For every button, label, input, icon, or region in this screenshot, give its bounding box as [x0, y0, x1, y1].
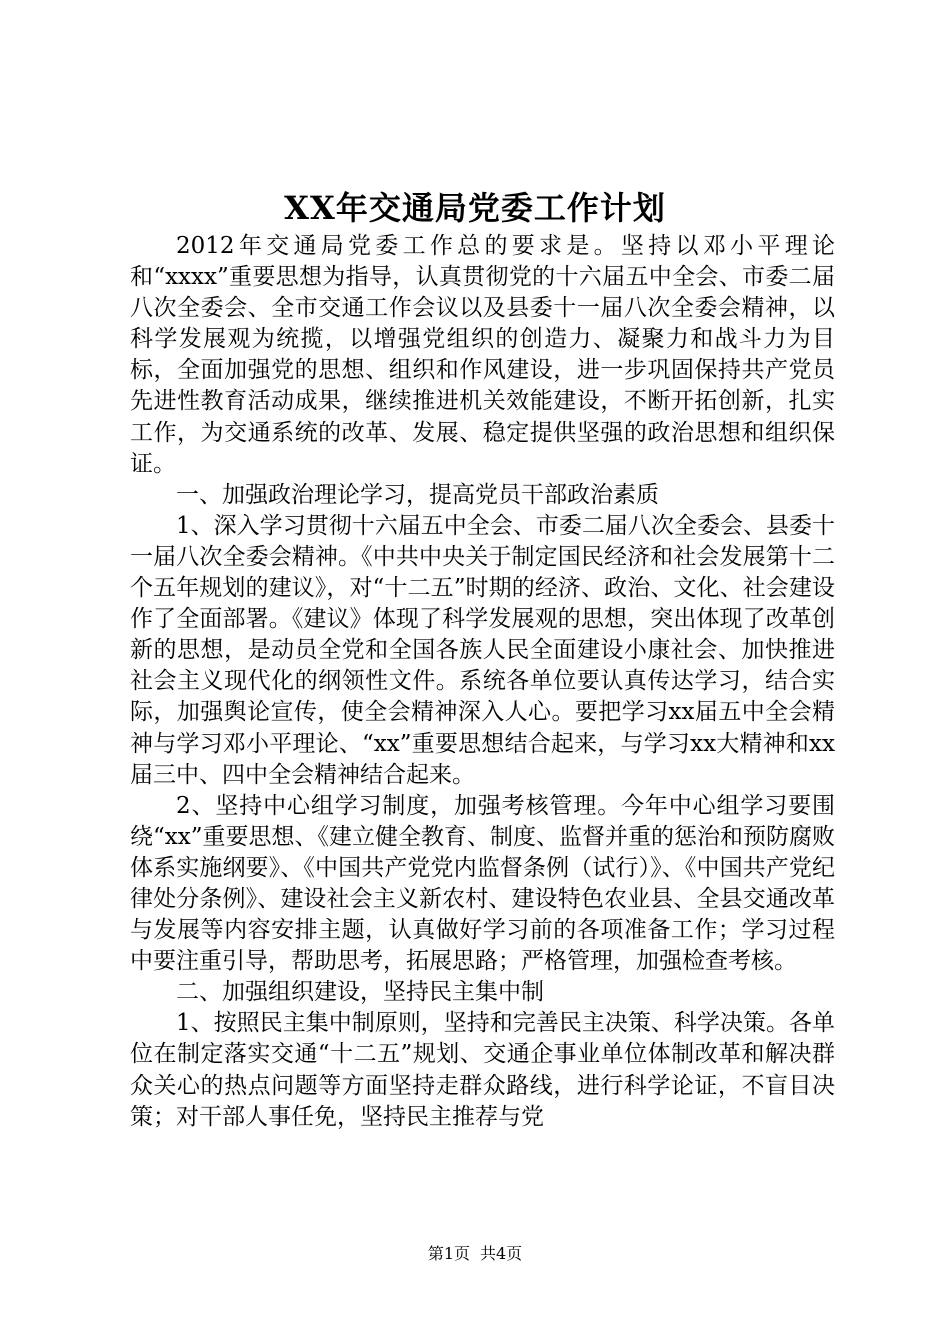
document-title: XX年交通局党委工作计划 — [284, 189, 666, 227]
paragraph-1-1: 1、深入学习贯彻十六届五中全会、市委二届八次全委会、县委十一届八次全委会精神。《中共中央关于制定国民经济和社会发展第十二个五年规划的建议》，对“十二五”时期的经济、政治、文化、社会建设作了全面部署。《建议》体现了科学发展观的思想，突出体现了改革创新的思想，是动员全党和全国各族人民全面建设小康社会、加快推进社会主义现代化的纲领性文件。系统各单位要认真传达学习，结合实际，加强舆论宣传，使全会精神深入人心。要把学习xx届五中全会精神与学习邓小平理论、“xx”重要思想结合起来，与学习xx大精神和xx届三中、四中全会精神结合起来。 — [130, 512, 835, 788]
section-heading-2: 二、加强组织建设，坚持民主集中制 — [176, 979, 544, 1006]
paragraph-2-1: 1、按照民主集中制原则，坚持和完善民主决策、科学决策。各单位在制定落实交通“十二五”规划、交通企事业单位体制改革和解决群众关心的热点问题等方面坚持走群众路线，进行科学论证，不盲目决策；对干部人事任免，坚持民主推荐与党 — [130, 1010, 835, 1130]
document-body — [130, 231, 835, 1133]
page-footer — [0, 1243, 950, 1265]
paragraph-intro: 2012年交通局党委工作总的要求是。坚持以邓小平理论和“xxxx”重要思想为指导，认真贯彻党的十六届五中全会、市委二届八次全委会、全市交通工作会议以及县委十一届八次全委会精神，以科学发展观为统揽，以增强党组织的创造力、凝聚力和战斗力为目标，全面加强党的思想、组织和作风建设，进一步巩固保持共产党员先进性教育活动成果，继续推进机关效能建设，不断开拓创新，扎实工作，为交通系统的改革、发展、稳定提供坚强的政治思想和组织保证。 — [130, 233, 835, 477]
page-total: 共4页 — [480, 1244, 523, 1263]
section-heading-1: 一、加强政治理论学习，提高党员干部政治素质 — [176, 481, 659, 508]
page-number: 第1页 — [427, 1244, 470, 1263]
paragraph-1-2: 2、坚持中心组学习制度，加强考核管理。今年中心组学习要围绕“xx”重要思想、《建立健全教育、制度、监督并重的惩治和预防腐败体系实施纲要》、《中国共产党党内监督条例（试行）》、《中国共产党纪律处分条例》、建设社会主义新农村、建设特色农业县、全县交通改革与发展等内容安排主题，认真做好学习前的各项准备工作；学习过程中要注重引导，帮助思考，拓展思路；严格管理，加强检查考核。 — [130, 792, 835, 975]
